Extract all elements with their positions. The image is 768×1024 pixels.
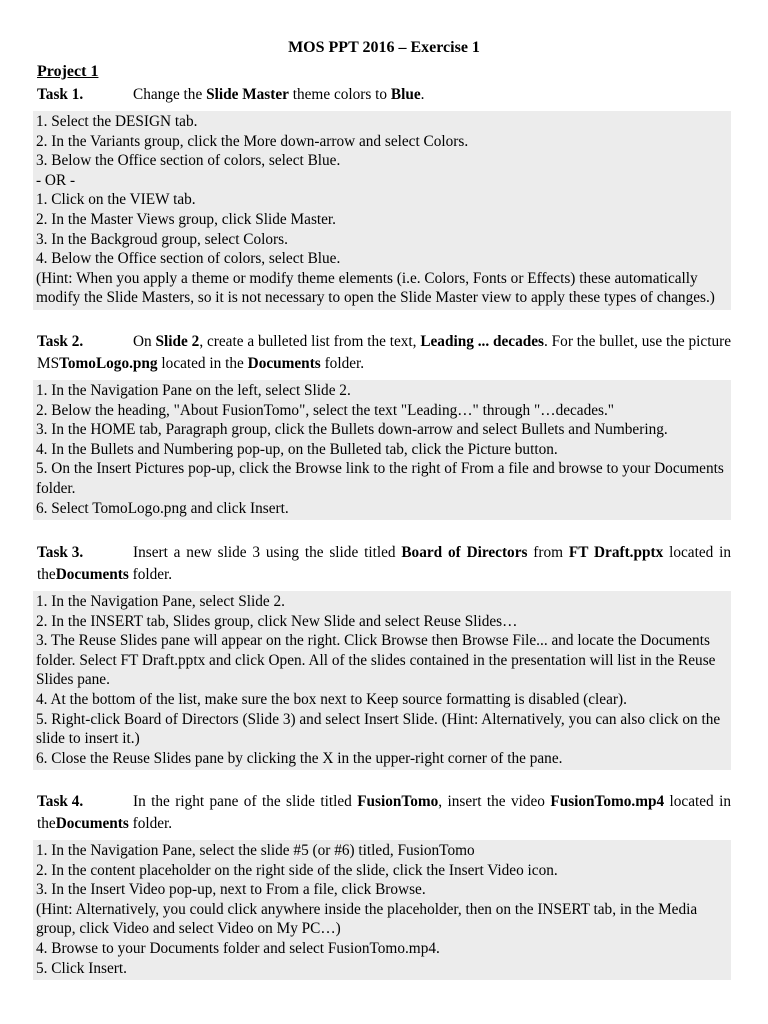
step-line: 3. In the HOME tab, Paragraph group, click the Bullets down-arrow and select Bullets and Numbering. bbox=[36, 421, 668, 439]
bold-term: Documents bbox=[55, 815, 129, 832]
bold-term: FusionTomo.mp4 bbox=[550, 793, 665, 810]
bold-term: Leading ... decades bbox=[420, 333, 544, 350]
step-line: 2. In the INSERT tab, Slides group, click New Slide and select Reuse Slides… bbox=[36, 612, 518, 630]
heading-run: folder. bbox=[128, 815, 173, 832]
step-line: 4. At the bottom of the list, make sure the box next to Keep source formatting is disabled (clear). bbox=[36, 690, 627, 708]
task-3-steps bbox=[33, 591, 731, 770]
heading-run: , insert the video bbox=[438, 793, 551, 810]
heading-run: theme colors to bbox=[288, 86, 391, 103]
task-label: Task 1. bbox=[37, 86, 84, 103]
bold-term: Documents bbox=[55, 566, 129, 583]
heading-run: In the right pane of the slide titled bbox=[133, 793, 358, 810]
task-label: Task 2. bbox=[37, 333, 84, 350]
task-1-steps bbox=[33, 111, 731, 310]
step-line: 1. Click on the VIEW tab. bbox=[36, 191, 196, 209]
step-line: 4. In the Bullets and Numbering pop-up, on the Bulleted tab, click the Picture button. bbox=[36, 440, 558, 458]
heading-run: located in the bbox=[37, 544, 731, 583]
step-line: (Hint: Alternatively, you could click anywhere inside the placeholder, then on the INSERT tab, in the Media group, click Video and select Video on My PC…) bbox=[36, 900, 698, 938]
step-line: 5. On the Insert Pictures pop-up, click the Browse link to the right of From a file and browse to your Documents folder. bbox=[36, 460, 724, 497]
bold-term: FusionTomo bbox=[357, 793, 439, 810]
heading-run: Change the bbox=[133, 86, 207, 103]
task-label: Task 3. bbox=[37, 544, 84, 561]
task-heading-text bbox=[37, 333, 731, 372]
step-line: 4. Browse to your Documents folder and select FusionTomo.mp4. bbox=[36, 939, 440, 957]
heading-run: located in the bbox=[37, 793, 731, 832]
task-heading-text bbox=[133, 86, 424, 103]
bold-term: Blue bbox=[390, 86, 421, 103]
task-4-steps bbox=[33, 840, 731, 980]
bold-term: Slide 2 bbox=[155, 333, 200, 350]
task-heading-text bbox=[37, 544, 731, 583]
step-line: 6. Close the Reuse Slides pane by clicking the X in the upper-right corner of the pane. bbox=[36, 749, 563, 767]
heading-run: located in the bbox=[157, 355, 248, 372]
bold-term: TomoLogo.png bbox=[59, 355, 158, 372]
step-line: 1. In the Navigation Pane on the left, select Slide 2. bbox=[36, 382, 351, 399]
heading-run: from bbox=[527, 544, 569, 561]
step-line: 5. Right-click Board of Directors (Slide 3) and select Insert Slide. (Hint: Alternatively, you can also click on the slide to insert it.) bbox=[36, 710, 721, 748]
step-line: 3. The Reuse Slides pane will appear on the right. Click Browse then Browse File... and locate the Documents folder. Select FT Draft.pptx and click Open. All of the slides contained in the presentation will list in the Reuse Slides pane. bbox=[36, 632, 716, 689]
step-line: - OR - bbox=[36, 171, 76, 189]
step-line: (Hint: When you apply a theme or modify theme elements (i.e. Colors, Fonts or Effects) these automatically modify the Slide Masters, so it is not necessary to open the Slide Master view to apply these types of changes.) bbox=[36, 269, 715, 307]
task-3-heading bbox=[37, 542, 731, 586]
heading-run: . bbox=[420, 86, 425, 103]
task-2-heading bbox=[37, 331, 731, 375]
task-4-heading bbox=[37, 791, 731, 835]
project-heading: Project 1 bbox=[37, 63, 99, 80]
step-line: 3. Below the Office section of colors, select Blue. bbox=[36, 152, 341, 170]
step-line: 2. In the Variants group, click the More down-arrow and select Colors. bbox=[36, 132, 469, 150]
heading-run: folder. bbox=[128, 566, 173, 583]
heading-run: Insert a new slide 3 using the slide titled bbox=[133, 544, 402, 561]
step-line: 1. In the Navigation Pane, select Slide 2. bbox=[36, 593, 285, 610]
step-line: 2. Below the heading, "About FusionTomo", select the text "Leading…" through "…decades." bbox=[36, 401, 615, 419]
document-title: MOS PPT 2016 – Exercise 1 bbox=[288, 39, 480, 56]
task-2-steps bbox=[33, 380, 731, 520]
step-line: 1. Select the DESIGN tab. bbox=[36, 113, 198, 130]
heading-run: . For the bullet, use the picture MS bbox=[37, 333, 731, 372]
bold-term: Documents bbox=[247, 355, 321, 372]
task-label: Task 4. bbox=[37, 793, 84, 810]
task-heading-text bbox=[37, 793, 731, 832]
bold-term: Slide Master bbox=[206, 86, 289, 103]
bold-term: Board of Directors bbox=[401, 544, 528, 561]
task-1-heading bbox=[37, 84, 731, 106]
step-line: 2. In the Master Views group, click Slide Master. bbox=[36, 210, 337, 228]
step-line: 4. Below the Office section of colors, select Blue. bbox=[36, 250, 341, 268]
step-line: 1. In the Navigation Pane, select the slide #5 (or #6) titled, FusionTomo bbox=[36, 842, 475, 859]
step-line: 2. In the content placeholder on the right side of the slide, click the Insert Video icon. bbox=[36, 861, 558, 879]
bold-term: FT Draft.pptx bbox=[568, 544, 664, 561]
step-line: 6. Select TomoLogo.png and click Insert. bbox=[36, 499, 289, 517]
step-line: 3. In the Backgroud group, select Colors. bbox=[36, 230, 288, 248]
heading-run: folder. bbox=[320, 355, 365, 372]
step-line: 3. In the Insert Video pop-up, next to From a file, click Browse. bbox=[36, 881, 426, 899]
heading-run: On bbox=[133, 333, 156, 350]
heading-run: , create a bulleted list from the text, bbox=[199, 333, 421, 350]
step-line: 5. Click Insert. bbox=[36, 959, 127, 977]
